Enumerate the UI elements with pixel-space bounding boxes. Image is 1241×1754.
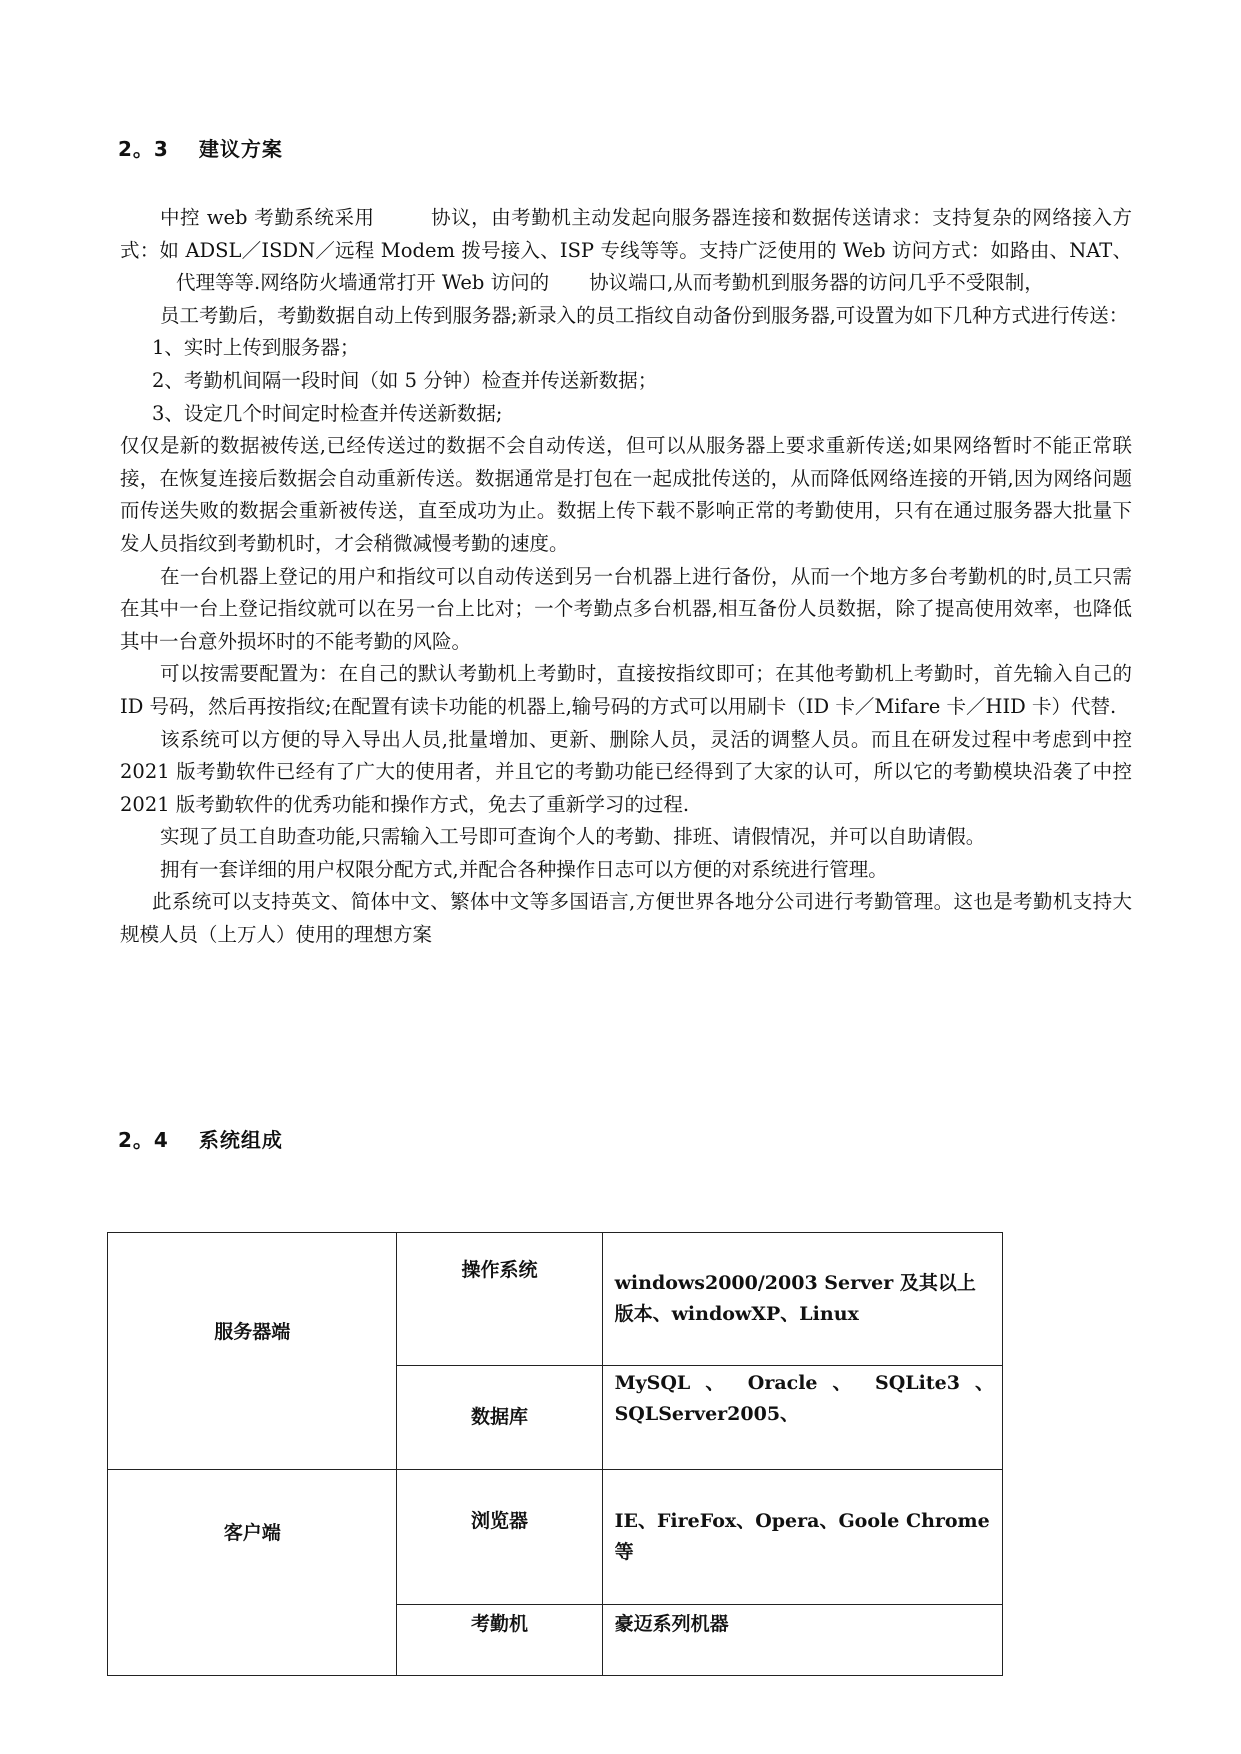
db-value-cell	[602, 1366, 1002, 1470]
paragraph-text: 代理等等.网络防火墙通常打开 Web 访问的	[176, 271, 550, 295]
cell-text: 服务器端	[214, 1321, 291, 1343]
cell-text: MySQL 、 Oracle 、 SQLite3 、	[614, 1372, 994, 1394]
client-label-cell	[108, 1470, 397, 1676]
table-row	[108, 1470, 1003, 1605]
cell-text: 操作系统	[461, 1259, 538, 1281]
device-value-cell	[602, 1605, 1002, 1676]
paragraph-text: 协议，由考勤机主动发起向服务器连接和数据传送请求：支持复杂的网络接入方式：如 ADSL／ISDN／远程 Modem 拨号接入、ISP 专线等等。支持广泛使用的 Web 访问方式：如路由、NAT、	[120, 206, 1132, 262]
list-item: 1、实时上传到服务器；	[152, 336, 360, 360]
db-label-cell	[397, 1366, 602, 1470]
cell-text: 数据库	[471, 1406, 529, 1428]
list-item: 3、设定几个时间定时检查并传送新数据;	[152, 401, 503, 425]
device-label-cell	[397, 1605, 602, 1676]
cell-text: 豪迈系列机器	[614, 1613, 729, 1635]
cell-text: IE、FireFox、Opera、Goole Chrome 等	[614, 1510, 990, 1563]
document-body	[120, 202, 1132, 952]
cell-text: 浏览器	[471, 1510, 529, 1532]
paragraph-config: 可以按需要配置为：在自己的默认考勤机上考勤时，直接按指纹即可；在其他考勤机上考勤时，首先输入自己的 ID 号码，然后再按指纹;在配置有读卡功能的机器上,输号码的方式可以用刷卡（ID 卡／Mifare 卡／HID 卡）代替.	[120, 662, 1132, 718]
paragraph-protocol	[120, 202, 1132, 300]
table-row	[108, 1233, 1003, 1366]
browser-value-cell	[602, 1470, 1002, 1605]
paragraph-permission: 拥有一套详细的用户权限分配方式,并配合各种操作日志可以方便的对系统进行管理。	[160, 857, 888, 881]
section-heading-2-4	[118, 1124, 283, 1153]
paragraph-import: 该系统可以方便的导入导出人员,批量增加、更新、删除人员，灵活的调整人员。而且在研发过程中考虑到中控 2021 版考勤软件已经有了广大的使用者，并且它的考勤功能已经得到了大家的认可，所以它的考勤模块沿袭了中控 2021 版考勤软件的优秀功能和操作方式，免去了重新学习的过程.	[120, 727, 1132, 816]
section-title: 系统组成	[198, 1128, 283, 1152]
section-heading-2-3	[118, 133, 283, 162]
paragraph-upload: 员工考勤后，考勤数据自动上传到服务器;新录入的员工指纹自动备份到服务器,可设置为如下几种方式进行传送：	[160, 303, 1129, 327]
section-title: 建议方案	[198, 137, 283, 161]
paragraph-selfservice: 实现了员工自助查功能,只需输入工号即可查询个人的考勤、排班、请假情况，并可以自助请假。	[160, 825, 986, 849]
paragraph-language: 此系统可以支持英文、简体中文、繁体中文等多国语言,方便世界各地分公司进行考勤管理。这也是考勤机支持大规模人员（上万人）使用的理想方案	[120, 890, 1132, 947]
cell-text: 客户端	[223, 1522, 281, 1544]
system-composition-table	[107, 1232, 1003, 1676]
os-label-cell	[397, 1233, 602, 1366]
cell-text: windows2000/2003 Server 及其以上版本、windowXP、Linux	[614, 1272, 976, 1325]
paragraph-text: 中控 web 考勤系统采用	[160, 206, 375, 229]
cell-text: SQLServer2005、	[614, 1403, 800, 1425]
list-item: 2、考勤机间隔一段时间（如 5 分钟）检查并传送新数据；	[152, 368, 658, 392]
section-number: 2。4	[118, 1128, 169, 1152]
paragraph-transfer: 仅仅是新的数据被传送,已经传送过的数据不会自动传送，但可以从服务器上要求重新传送;如果网络暂时不能正常联接，在恢复连接后数据会自动重新传送。数据通常是打包在一起成批传送的，从而降低网络连接的开销,因为网络问题而传送失败的数据会重新被传送，直至成功为止。数据上传下载不影响正常的考勤使用，只有在通过服务器大批量下发人员指纹到考勤机时，才会稍微减慢考勤的速度。	[120, 434, 1132, 555]
os-value-cell	[602, 1233, 1002, 1366]
server-label-cell	[108, 1233, 397, 1470]
paragraph-text: 协议端口,从而考勤机到服务器的访问几乎不受限制，	[589, 271, 1044, 295]
paragraph-backup: 在一台机器上登记的用户和指纹可以自动传送到另一台机器上进行备份，从而一个地方多台考勤机的时,员工只需在其中一台上登记指纹就可以在另一台上比对；一个考勤点多台机器,相互备份人员数据，除了提高使用效率，也降低其中一台意外损坏时的不能考勤的风险。	[120, 564, 1132, 653]
cell-text: 考勤机	[471, 1613, 529, 1635]
browser-label-cell	[397, 1470, 602, 1605]
section-number: 2。3	[118, 137, 169, 161]
